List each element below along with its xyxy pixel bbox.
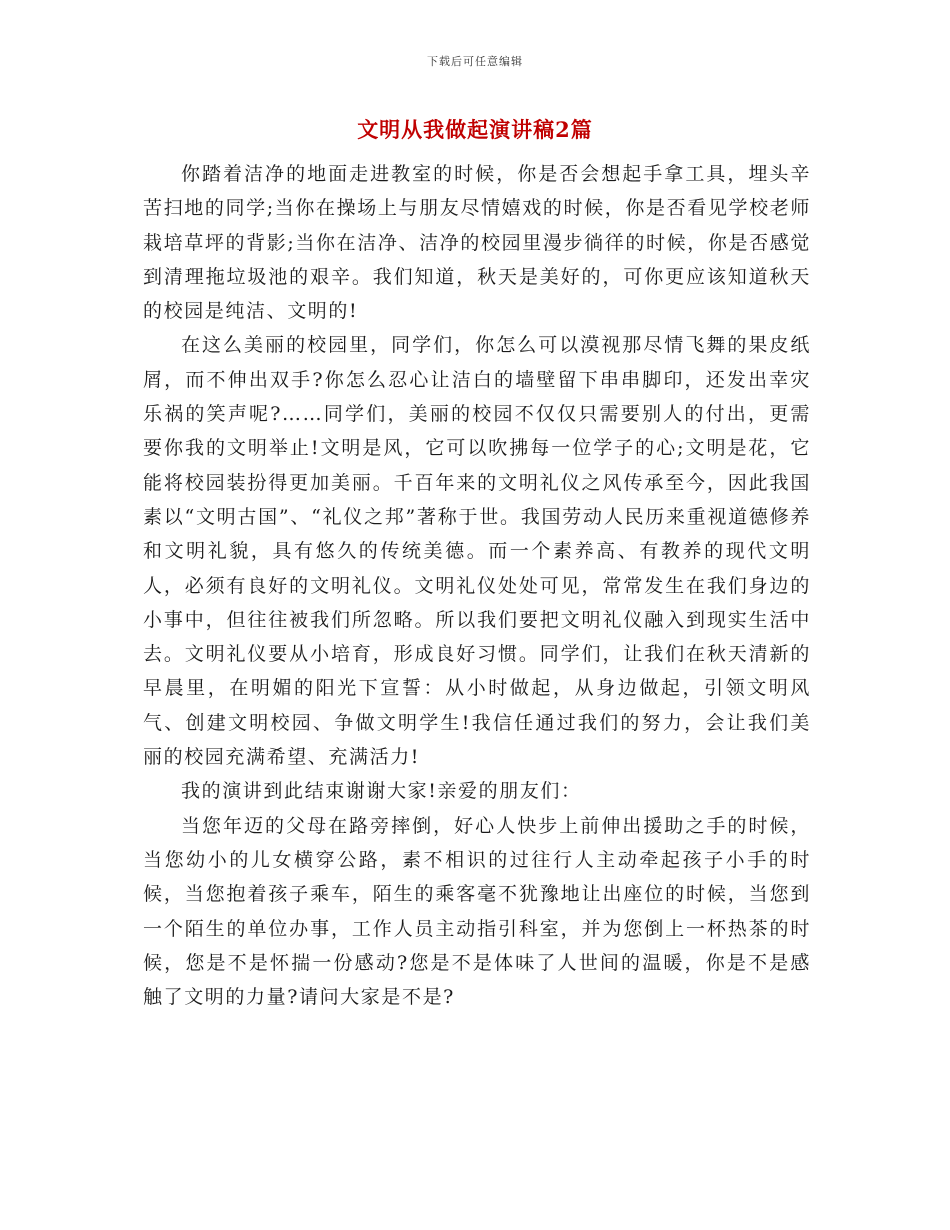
document-title: 文明从我做起演讲稿2篇 [357,117,593,142]
header-note: 下载后可任意编辑 [427,55,523,68]
document-body [143,157,811,1014]
paragraph-1: 你踏着洁净的地面走进教室的时候，你是否会想起手拿工具，埋头辛苦扫地的同学;当你在操场上与朋友尽情嬉戏的时候，你是否看见学校老师栽培草坪的背影;当你在洁净、洁净的校园里漫步徜徉的时候，你是否感觉到清理拖垃圾池的艰辛。我们知道，秋天是美好的，可你更应该知道秋天的校园是纯洁、文明的! [143,163,811,323]
paragraph-4: 当您年迈的父母在路旁摔倒，好心人快步上前伸出援助之手的时候，当您幼小的儿女横穿公路，素不相识的过往行人主动牵起孩子小手的时候，当您抱着孩子乘车，陌生的乘客毫不犹豫地让出座位的时候，当您到一个陌生的单位办事，工作人员主动指引科室，并为您倒上一杯热茶的时候，您是不是怀揣一份感动?您是不是体味了人世间的温暖，你是不是感触了文明的力量?请问大家是不是? [143,814,811,1009]
paragraph-3: 我的演讲到此结束谢谢大家!亲爱的朋友们： [181,780,582,803]
paragraph-2: 在这么美丽的校园里，同学们，你怎么可以漠视那尽情飞舞的果皮纸屑，而不伸出双手?你怎么忍心让洁白的墙壁留下串串脚印，还发出幸灾乐祸的笑声呢?……同学们，美丽的校园不仅仅只需要别人的付出，更需要你我的文明举止!文明是风，它可以吹拂每一位学子的心;文明是花，它能将校园装扮得更加美丽。千百年来的文明礼仪之风传承至今，因此我国素以“文明古国”、“礼仪之邦”著称于世。我国劳动人民历来重视道德修养和文明礼貌，具有悠久的传统美德。而一个素养高、有教养的现代文明人，必须有良好的文明礼仪。文明礼仪处处可见，常常发生在我们身边的小事中，但往往被我们所忽略。所以我们要把文明礼仪融入到现实生活中去。文明礼仪要从小培育，形成良好习惯。同学们，让我们在秋天清新的早晨里，在明媚的阳光下宣誓：从小时做起，从身边做起，引领文明风气、创建文明校园、争做文明学生!我信任通过我们的努力，会让我们美丽的校园充满希望、充满活力! [143,334,811,769]
